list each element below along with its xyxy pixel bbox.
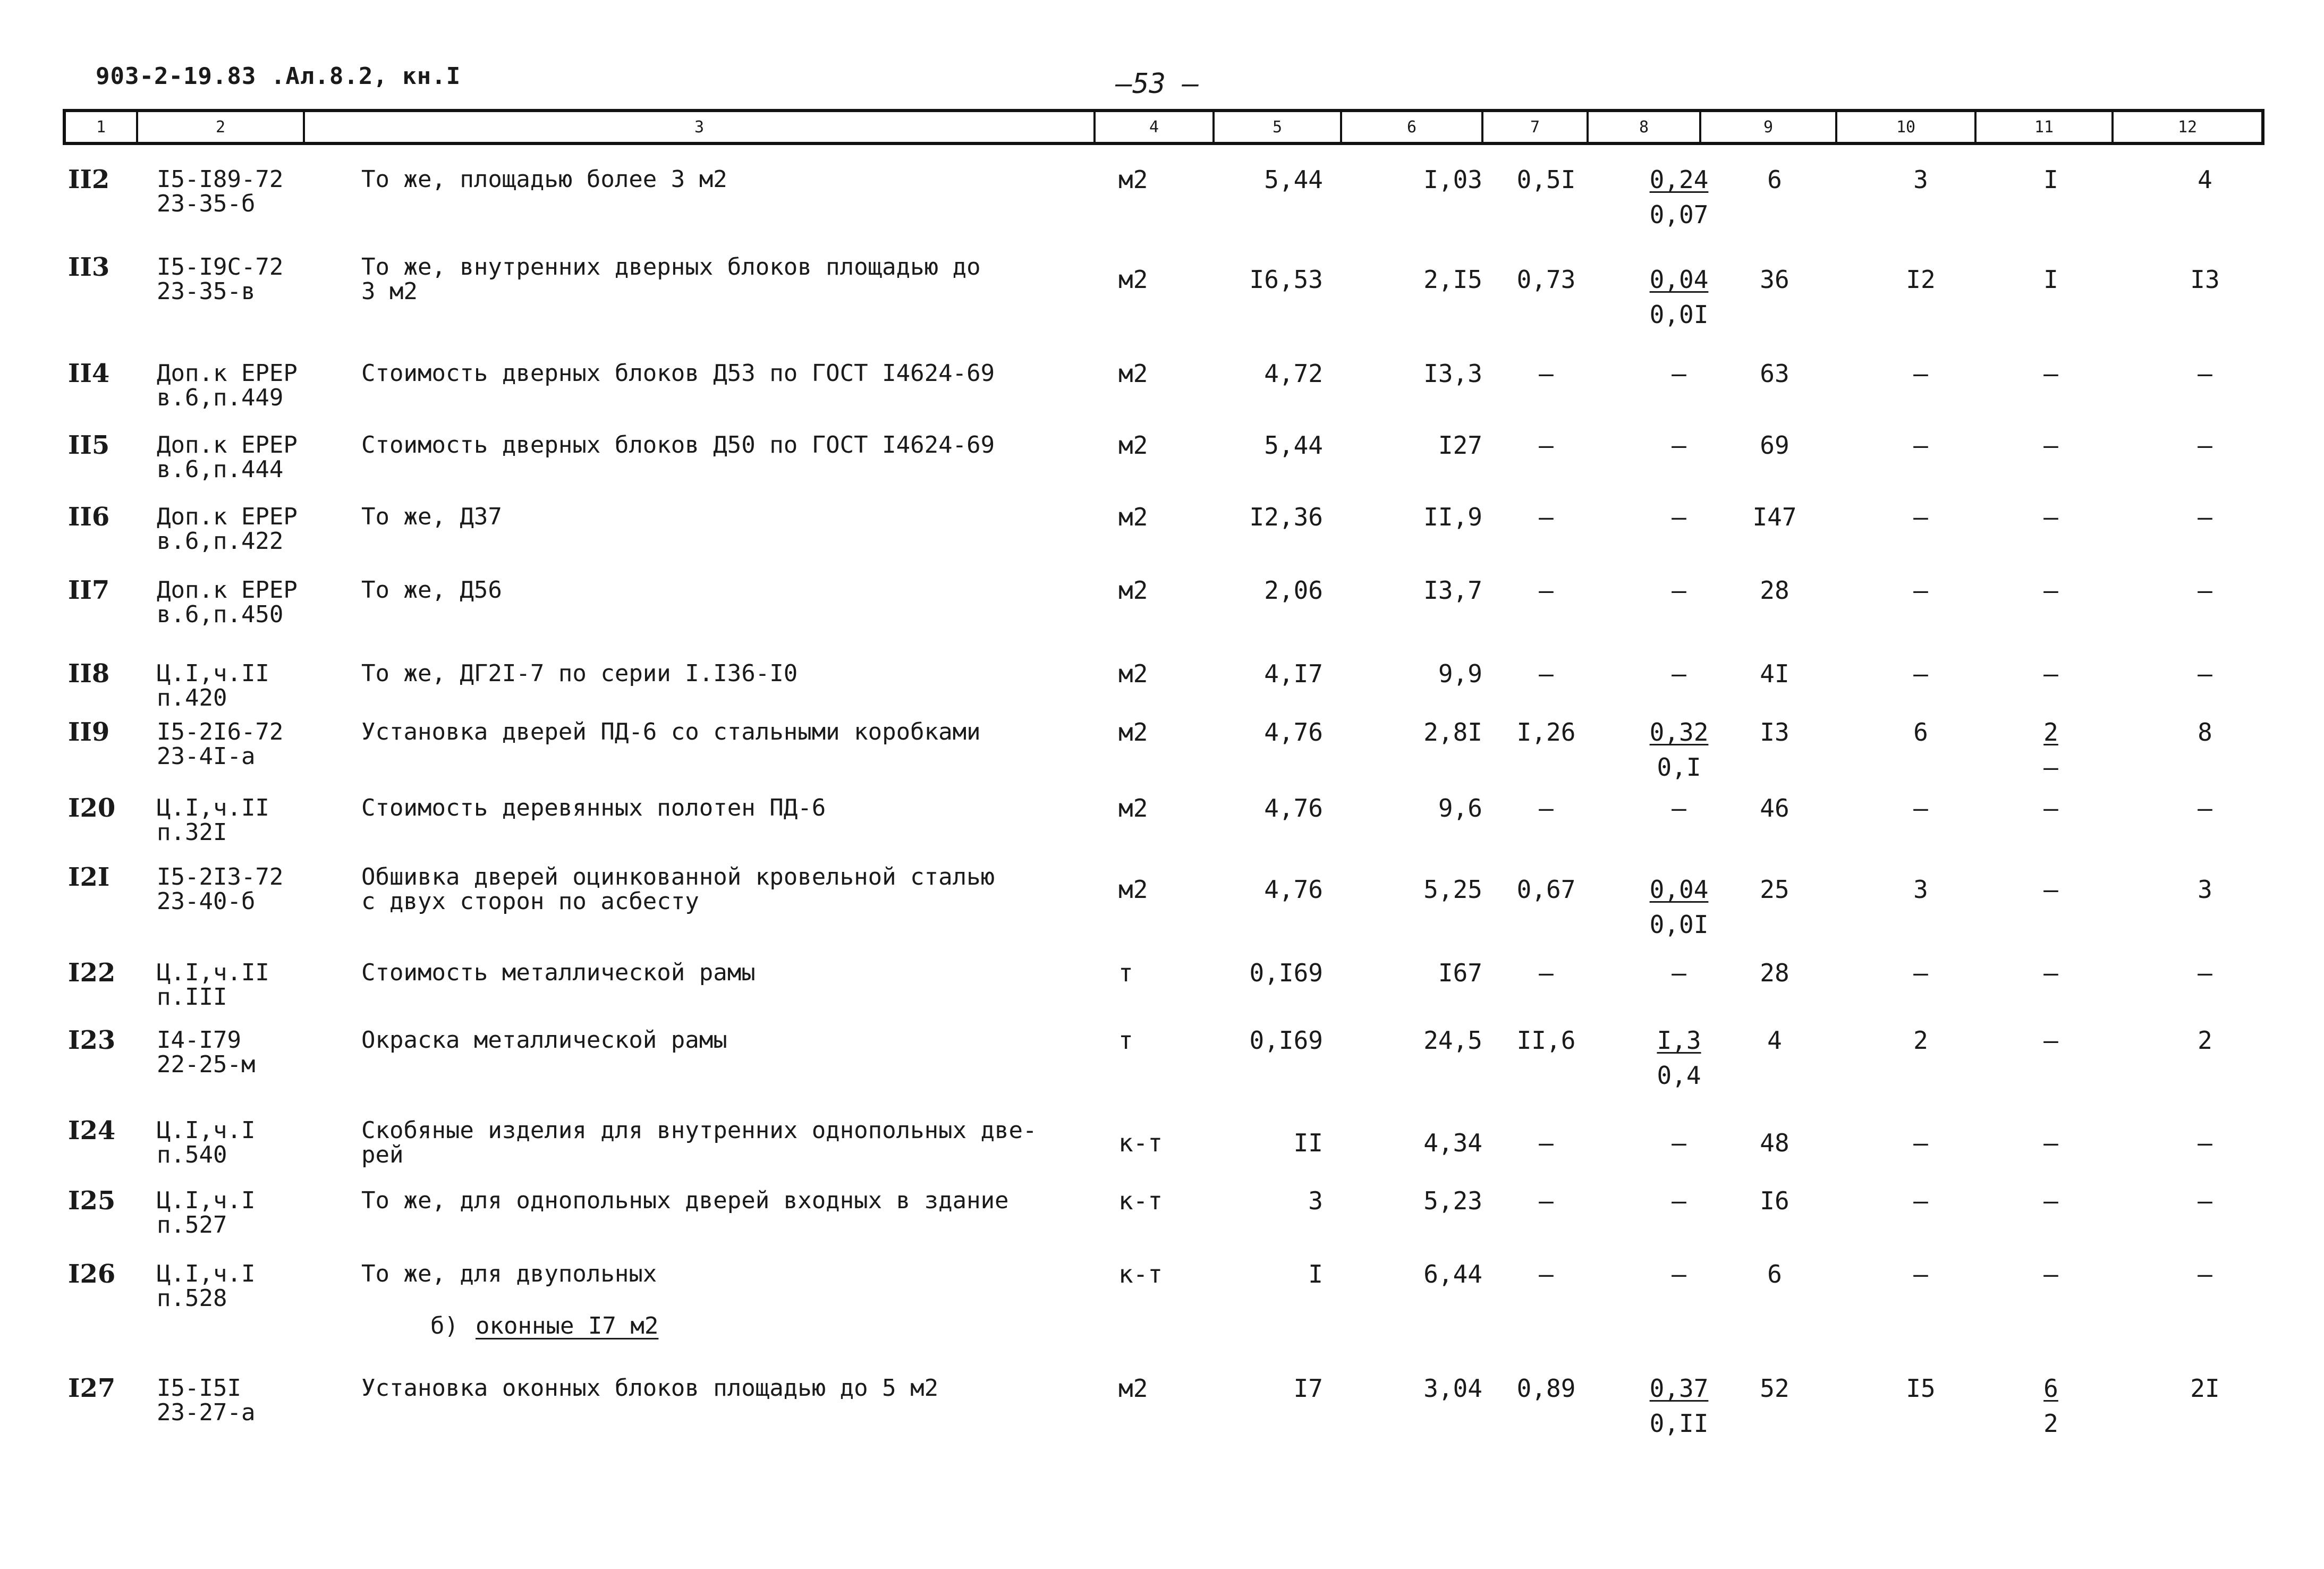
norm-code: Ц.I,ч.II: [157, 794, 269, 821]
unit-cost: 6,44: [1423, 1260, 1482, 1288]
unit: к-т: [1118, 1260, 1163, 1288]
unit: м2: [1118, 165, 1148, 194]
total-cost: 28: [1760, 576, 1789, 605]
total-cost: 6: [1767, 1260, 1782, 1288]
labor-cost: –: [2198, 1129, 2212, 1157]
row-number: I23: [68, 1025, 116, 1055]
unit: м2: [1118, 718, 1148, 747]
norm-code: в.6,п.449: [157, 384, 284, 411]
norm-code: 23-27-а: [157, 1399, 256, 1426]
column-header: 4: [1096, 112, 1215, 142]
total-cost: 4: [1767, 1026, 1782, 1055]
norm-code: 22-25-м: [157, 1051, 256, 1078]
unit: т: [1118, 959, 1133, 987]
norm-code: Доп.к ЕРЕР: [157, 431, 298, 459]
wage-unit-cost: –: [1539, 503, 1554, 531]
wage-unit-cost: –: [1539, 959, 1554, 987]
unit-cost: I3,3: [1423, 359, 1482, 388]
total-machine-cost: –: [2043, 875, 2058, 904]
column-header: 5: [1215, 112, 1342, 142]
quantity: 4,72: [1264, 359, 1323, 388]
column-header: 9: [1701, 112, 1837, 142]
machine-cost-wages: 0,07: [1649, 200, 1709, 229]
labor-cost: –: [2198, 959, 2212, 987]
norm-code: I5-2I6-72: [157, 718, 284, 745]
quantity: I2,36: [1249, 503, 1323, 531]
section-title: оконные I7 м2: [476, 1312, 659, 1339]
row-number: II6: [68, 502, 110, 532]
total-machine-cost: –: [2043, 794, 2058, 822]
total-cost: 28: [1760, 959, 1789, 987]
unit-cost: II,9: [1423, 503, 1482, 531]
row-number: II8: [68, 659, 110, 689]
total-cost: I3: [1760, 718, 1789, 747]
unit-cost: 9,6: [1438, 794, 1482, 822]
labor-cost: 2I: [2190, 1374, 2220, 1403]
norm-code: Ц.I,ч.II: [157, 660, 269, 687]
labor-cost: 8: [2198, 718, 2212, 747]
machine-cost: –: [1672, 959, 1686, 987]
machine-cost-wages: 0,0I: [1649, 910, 1709, 939]
machine-cost-wages: 0,II: [1649, 1409, 1709, 1438]
quantity: I: [1308, 1260, 1323, 1288]
machine-cost: –: [1672, 1186, 1686, 1215]
total-cost: 69: [1760, 431, 1789, 460]
labor-cost: –: [2198, 359, 2212, 388]
quantity: 0,I69: [1249, 959, 1323, 987]
wage-unit-cost: 0,73: [1516, 265, 1576, 294]
row-number: II5: [68, 430, 110, 460]
work-description: То же, для однопольных дверей входных в здание: [361, 1187, 1009, 1214]
machine-cost: 0,32: [1649, 718, 1709, 747]
quantity: 4,I7: [1264, 659, 1323, 688]
work-description: 3 м2: [361, 278, 418, 305]
work-description: Стоимость дверных блоков Д53 по ГОСТ I4624-69: [361, 360, 995, 387]
wage-unit-cost: II,6: [1516, 1026, 1576, 1055]
work-description: Установка дверей ПД-6 со стальными коробками: [361, 718, 981, 745]
quantity: 5,44: [1264, 431, 1323, 460]
unit: м2: [1118, 576, 1148, 605]
total-wages: –: [1913, 1260, 1928, 1288]
quantity: 4,76: [1264, 718, 1323, 747]
work-description: То же, площадью более 3 м2: [361, 166, 727, 193]
labor-cost: 2: [2198, 1026, 2212, 1055]
unit: т: [1118, 1026, 1133, 1055]
unit-cost: I67: [1438, 959, 1482, 987]
total-cost: 4I: [1760, 659, 1789, 688]
total-wages: –: [1913, 794, 1928, 822]
machine-cost-wages: 0,I: [1657, 753, 1701, 782]
wage-unit-cost: 0,89: [1516, 1374, 1576, 1403]
total-cost: 48: [1760, 1129, 1789, 1157]
unit: м2: [1118, 503, 1148, 531]
work-description: с двух сторон по асбесту: [361, 888, 699, 915]
total-machine-cost: –: [2043, 359, 2058, 388]
quantity: II: [1293, 1129, 1323, 1157]
norm-code: в.6,п.422: [157, 528, 284, 555]
machine-cost: 0,37: [1649, 1374, 1709, 1403]
column-header: 11: [1977, 112, 2114, 142]
machine-cost: –: [1672, 1129, 1686, 1157]
machine-cost-wages: 0,4: [1657, 1061, 1701, 1090]
total-cost: I47: [1752, 503, 1797, 531]
unit-cost: 4,34: [1423, 1129, 1482, 1157]
total-machine-cost: 2: [2043, 718, 2058, 747]
total-wages: 3: [1913, 165, 1928, 194]
norm-code: п.527: [157, 1211, 227, 1239]
unit: к-т: [1118, 1129, 1163, 1157]
column-header: 3: [305, 112, 1096, 142]
norm-code: 23-35-б: [157, 190, 256, 217]
row-number: I26: [68, 1259, 116, 1289]
wage-unit-cost: –: [1539, 659, 1554, 688]
wage-unit-cost: –: [1539, 359, 1554, 388]
norm-code: п.540: [157, 1141, 227, 1168]
total-wages: I5: [1906, 1374, 1936, 1403]
row-number: I2I: [68, 862, 110, 892]
wage-unit-cost: –: [1539, 431, 1554, 460]
column-header: 6: [1342, 112, 1483, 142]
norm-code: 23-40-б: [157, 888, 256, 915]
wage-unit-cost: –: [1539, 1260, 1554, 1288]
total-machine-cost: –: [2043, 1186, 2058, 1215]
machine-cost: I,3: [1657, 1026, 1701, 1055]
norm-code: I5-I89-72: [157, 166, 284, 193]
wage-unit-cost: I,26: [1516, 718, 1576, 747]
machine-cost-wages: 0,0I: [1649, 300, 1709, 329]
unit-cost: 3,04: [1423, 1374, 1482, 1403]
unit: м2: [1118, 875, 1148, 904]
total-wages: –: [1913, 503, 1928, 531]
total-cost: 46: [1760, 794, 1789, 822]
work-description: То же, для двупольных: [361, 1260, 657, 1287]
total-machine-cost: –: [2043, 1129, 2058, 1157]
norm-code: п.32I: [157, 819, 227, 846]
unit: м2: [1118, 659, 1148, 688]
column-header: 8: [1589, 112, 1701, 142]
labor-cost: –: [2198, 659, 2212, 688]
total-wages: –: [1913, 359, 1928, 388]
work-description: Стоимость металлической рамы: [361, 959, 756, 986]
norm-code: Ц.I,ч.I: [157, 1260, 256, 1287]
total-wages: 6: [1913, 718, 1928, 747]
machine-cost: –: [1672, 359, 1686, 388]
column-header: 7: [1483, 112, 1589, 142]
unit-cost: 5,25: [1423, 875, 1482, 904]
labor-cost: 4: [2198, 165, 2212, 194]
total-machine-cost: I: [2043, 165, 2058, 194]
unit: к-т: [1118, 1186, 1163, 1215]
row-number: II2: [68, 165, 110, 194]
work-description: Установка оконных блоков площадью до 5 м2: [361, 1375, 939, 1402]
norm-code: п.420: [157, 684, 227, 711]
page-number: —53 —: [1116, 68, 1199, 100]
labor-cost: –: [2198, 794, 2212, 822]
unit: м2: [1118, 265, 1148, 294]
wage-unit-cost: 0,67: [1516, 875, 1576, 904]
total-wages: –: [1913, 1186, 1928, 1215]
total-wages: I2: [1906, 265, 1936, 294]
unit-cost: 9,9: [1438, 659, 1482, 688]
total-machine-cost: –: [2043, 1026, 2058, 1055]
labor-cost: –: [2198, 503, 2212, 531]
norm-code: Доп.к ЕРЕР: [157, 503, 298, 530]
work-description: То же, Д56: [361, 576, 502, 604]
machine-cost: 0,04: [1649, 875, 1709, 904]
labor-cost: –: [2198, 1186, 2212, 1215]
norm-code: I4-I79: [157, 1027, 241, 1054]
total-wages: –: [1913, 1129, 1928, 1157]
work-description: То же, внутренних дверных блоков площадью до: [361, 253, 981, 281]
unit: м2: [1118, 359, 1148, 388]
total-cost: 36: [1760, 265, 1789, 294]
work-description: То же, ДГ2I-7 по серии I.I36-I0: [361, 660, 798, 687]
wage-unit-cost: –: [1539, 1129, 1554, 1157]
labor-cost: 3: [2198, 875, 2212, 904]
total-wages: –: [1913, 431, 1928, 460]
column-header: 12: [2177, 117, 2198, 137]
machine-cost: –: [1672, 503, 1686, 531]
total-wages: –: [1913, 959, 1928, 987]
work-description: рей: [361, 1141, 404, 1168]
total-machine-wages: 2: [2043, 1409, 2058, 1438]
norm-code: I5-I9C-72: [157, 253, 284, 281]
norm-code: 23-4I-а: [157, 743, 256, 770]
unit-cost: I3,7: [1423, 576, 1482, 605]
wage-unit-cost: –: [1539, 576, 1554, 605]
quantity: 4,76: [1264, 875, 1323, 904]
labor-cost: I3: [2190, 265, 2220, 294]
total-machine-wages: –: [2043, 753, 2058, 782]
row-number: I22: [68, 958, 116, 988]
work-description: Обшивка дверей оцинкованной кровельной сталью: [361, 863, 995, 890]
total-cost: 25: [1760, 875, 1789, 904]
norm-code: п.528: [157, 1285, 227, 1312]
machine-cost: –: [1672, 659, 1686, 688]
wage-unit-cost: –: [1539, 1186, 1554, 1215]
row-number: I24: [68, 1116, 116, 1146]
total-cost: 63: [1760, 359, 1789, 388]
unit: м2: [1118, 431, 1148, 460]
table-header: [63, 109, 2264, 145]
quantity: I6,53: [1249, 265, 1323, 294]
norm-code: п.III: [157, 983, 227, 1011]
norm-code: Ц.I,ч.I: [157, 1117, 256, 1144]
unit: м2: [1118, 1374, 1148, 1403]
section-label: б): [430, 1312, 459, 1339]
total-cost: 6: [1767, 165, 1782, 194]
labor-cost: –: [2198, 431, 2212, 460]
total-wages: 3: [1913, 875, 1928, 904]
quantity: 0,I69: [1249, 1026, 1323, 1055]
machine-cost: –: [1672, 1260, 1686, 1288]
norm-code: в.6,п.450: [157, 601, 284, 628]
row-number: II4: [68, 359, 110, 388]
work-description: То же, Д37: [361, 503, 502, 530]
work-description: Окраска металлической рамы: [361, 1027, 727, 1054]
document-code: 903-2-19.83 .Ал.8.2, кн.I: [96, 63, 461, 90]
quantity: I7: [1293, 1374, 1323, 1403]
total-machine-cost: 6: [2043, 1374, 2058, 1403]
quantity: 5,44: [1264, 165, 1323, 194]
column-header: 10: [1837, 112, 1977, 142]
total-machine-cost: –: [2043, 659, 2058, 688]
norm-code: 23-35-в: [157, 278, 256, 305]
column-header: 2: [138, 112, 305, 142]
norm-code: Ц.I,ч.I: [157, 1187, 256, 1214]
total-cost: 52: [1760, 1374, 1789, 1403]
row-number: I20: [68, 793, 116, 823]
unit-cost: 2,8I: [1423, 718, 1482, 747]
norm-code: Доп.к ЕРЕР: [157, 360, 298, 387]
machine-cost: –: [1672, 794, 1686, 822]
total-wages: –: [1913, 659, 1928, 688]
total-wages: –: [1913, 576, 1928, 605]
unit: м2: [1118, 794, 1148, 822]
row-number: II7: [68, 575, 110, 605]
machine-cost: 0,24: [1649, 165, 1709, 194]
column-header: 1: [66, 112, 138, 142]
total-machine-cost: –: [2043, 1260, 2058, 1288]
norm-code: I5-2I3-72: [157, 863, 284, 890]
norm-code: Доп.к ЕРЕР: [157, 576, 298, 604]
wage-unit-cost: –: [1539, 794, 1554, 822]
labor-cost: –: [2198, 576, 2212, 605]
quantity: 2,06: [1264, 576, 1323, 605]
unit-cost: 5,23: [1423, 1186, 1482, 1215]
row-number: I25: [68, 1186, 116, 1216]
work-description: Стоимость дверных блоков Д50 по ГОСТ I4624-69: [361, 431, 995, 459]
total-cost: I6: [1760, 1186, 1789, 1215]
unit-cost: I,03: [1423, 165, 1482, 194]
total-machine-cost: –: [2043, 959, 2058, 987]
unit-cost: I27: [1438, 431, 1482, 460]
norm-code: в.6,п.444: [157, 456, 284, 483]
machine-cost: –: [1672, 576, 1686, 605]
total-machine-cost: I: [2043, 265, 2058, 294]
total-wages: 2: [1913, 1026, 1928, 1055]
total-machine-cost: –: [2043, 431, 2058, 460]
total-machine-cost: –: [2043, 576, 2058, 605]
quantity: 3: [1308, 1186, 1323, 1215]
row-number: II9: [68, 717, 110, 747]
row-number: II3: [68, 252, 110, 282]
row-number: I27: [68, 1373, 116, 1403]
wage-unit-cost: 0,5I: [1516, 165, 1576, 194]
unit-cost: 2,I5: [1423, 265, 1482, 294]
machine-cost: 0,04: [1649, 265, 1709, 294]
total-machine-cost: –: [2043, 503, 2058, 531]
work-description: Стоимость деревянных полотен ПД-6: [361, 794, 826, 821]
norm-code: I5-I5I: [157, 1375, 241, 1402]
labor-cost: –: [2198, 1260, 2212, 1288]
work-description: Скобяные изделия для внутренних однопольных две-: [361, 1117, 1037, 1144]
quantity: 4,76: [1264, 794, 1323, 822]
machine-cost: –: [1672, 431, 1686, 460]
norm-code: Ц.I,ч.II: [157, 959, 269, 986]
unit-cost: 24,5: [1423, 1026, 1482, 1055]
